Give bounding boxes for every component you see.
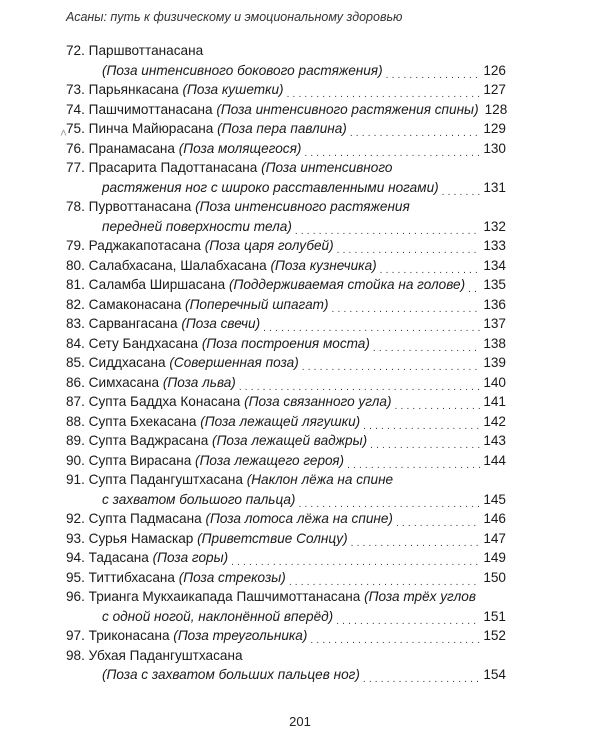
pose-translation: (Поза треугольника) (173, 628, 308, 643)
asana-name: 93. Сурья Намаскар (66, 530, 198, 546)
toc-entry-line (66, 587, 506, 607)
toc-entry (66, 470, 506, 509)
asana-name: 73. Парьянкасана (66, 82, 183, 97)
pose-translation: (Поперечный шпагат) (185, 296, 329, 312)
toc-entry (66, 295, 506, 315)
page-ref: 131 (483, 179, 506, 195)
toc-entry (66, 139, 506, 159)
page-ref: 142 (483, 413, 506, 429)
toc-entry (66, 373, 506, 393)
pose-translation: (Поза интенсивного бокового растяжения) (102, 62, 383, 78)
dot-leader (263, 317, 480, 331)
page-ref: 149 (483, 550, 506, 565)
asana-name: 86. Симхасана (66, 374, 163, 390)
toc-entry-line (66, 568, 506, 588)
pose-translation: (Поза трёх углов (364, 589, 476, 604)
asana-name: 97. Триконасана (66, 628, 174, 643)
toc-entry-line (66, 334, 506, 354)
toc-entry (66, 548, 506, 568)
asana-name: 78. Пурвоттанасана (66, 199, 196, 214)
toc-entry-line (66, 256, 506, 276)
dot-leader (239, 376, 480, 390)
page-ref: 140 (483, 374, 506, 390)
pose-translation: (Поза интенсивного растяжения (195, 199, 410, 214)
dot-leader (396, 512, 480, 526)
toc-entry (66, 412, 506, 432)
pose-translation: (Поза стрекозы) (178, 569, 286, 585)
pose-translation: (Поза кузнечика) (270, 257, 377, 273)
page-ref: 126 (483, 62, 506, 78)
toc-entry (66, 646, 506, 685)
asana-name: 82. Самаконасана (66, 296, 186, 312)
asana-name: 81. Саламба Ширшасана (66, 277, 229, 292)
page-ref: 136 (483, 296, 506, 312)
toc-entry (66, 256, 506, 276)
toc-entry-line (66, 665, 506, 685)
page-ref: 145 (483, 491, 506, 507)
toc-entry-line (66, 412, 506, 432)
dot-leader (380, 259, 481, 273)
pose-translation: (Поза кушетки) (182, 82, 284, 97)
page-ref: 139 (483, 355, 506, 370)
page-ref: 152 (483, 628, 506, 643)
pose-translation: (Поза лотоса лёжа на спине) (205, 511, 393, 526)
page-ref: 146 (483, 511, 506, 526)
dot-leader (289, 571, 480, 585)
dot-leader (468, 278, 480, 292)
page-ref: 137 (483, 316, 506, 331)
pose-translation: (Поза пера павлина) (217, 121, 347, 136)
pose-translation: (Поза интенсивного растяжения спины) (216, 101, 479, 117)
pose-translation: (Поза лежащего героя) (195, 452, 345, 468)
toc-entry (66, 509, 506, 529)
toc-entry-line (66, 275, 506, 295)
asana-name: 98. Убхая Падангуштхасана (66, 647, 243, 663)
toc-entry-line (66, 490, 506, 510)
toc-entry-line (66, 470, 506, 490)
toc-entry (66, 451, 506, 471)
pose-translation: передней поверхности тела) (102, 218, 292, 234)
toc-entry-line (66, 80, 506, 100)
dot-leader (351, 532, 481, 546)
pose-translation: растяжения ног с широко расставленными ногами) (102, 179, 439, 195)
dot-leader (332, 298, 481, 312)
page-ref: 127 (483, 82, 506, 97)
page-ref: 135 (483, 277, 506, 292)
dot-leader (363, 668, 480, 682)
toc-entry (66, 353, 506, 373)
pose-translation: (Поза льва) (162, 374, 236, 390)
toc-entry (66, 41, 506, 80)
toc-entry-line (66, 236, 506, 256)
dot-leader (442, 181, 481, 195)
toc-entry (66, 392, 506, 412)
toc-entry-line (66, 392, 506, 412)
toc-entry-line (66, 158, 506, 178)
asana-name: 83. Сарвангасана (66, 316, 182, 331)
asana-name: 72. Паршвоттанасана (66, 43, 204, 58)
dot-leader (298, 493, 480, 507)
toc-entry (66, 275, 506, 295)
asana-name: 96. Трианга Мукхаикапада Пашчимоттанасана (66, 589, 365, 604)
asana-name: 88. Супта Бхекасана (66, 413, 201, 429)
asana-name: 76. Пранамасана (66, 140, 179, 156)
dot-leader (350, 122, 480, 136)
page-ref: 147 (483, 530, 506, 546)
toc-entry-line (66, 139, 506, 159)
dot-leader (395, 395, 481, 409)
toc-entry-line (66, 119, 506, 139)
dot-leader (295, 220, 480, 234)
dot-leader (347, 454, 480, 468)
pose-translation: (Совершенная поза) (169, 355, 299, 370)
asana-name: 74. Пашчимоттанасана (66, 101, 217, 117)
toc-entry (66, 529, 506, 549)
page-ref: 154 (483, 667, 506, 682)
toc-entry (66, 236, 506, 256)
dot-leader (287, 83, 481, 97)
pose-translation: (Приветствие Солнцу) (197, 530, 348, 546)
asana-name: 91. Супта Падангуштхасана (66, 472, 247, 487)
dot-leader (310, 629, 480, 643)
toc-entry (66, 568, 506, 588)
pose-translation: (Наклон лёжа на спине (246, 472, 394, 487)
pose-translation: (Поддерживаемая стойка на голове) (228, 277, 466, 292)
pose-translation: (Поза свечи) (181, 316, 261, 331)
toc-entry-line (66, 61, 506, 81)
dot-leader (302, 356, 481, 370)
asana-name: 84. Сету Бандхасана (66, 335, 202, 351)
toc-entry (66, 119, 506, 139)
toc-entry-line (66, 529, 506, 549)
page-ref: 141 (483, 394, 506, 409)
asana-name: 89. Супта Ваджрасана (66, 433, 213, 448)
pose-translation: (Поза горы) (152, 550, 229, 565)
dot-leader (363, 415, 480, 429)
toc-entry-line (66, 509, 506, 529)
asana-name: 95. Титтибхасана (66, 569, 179, 585)
pose-translation: (Поза царя голубей) (204, 238, 334, 253)
asana-name: 75. Пинча Майюрасана (66, 121, 218, 136)
dot-leader (231, 551, 480, 565)
page-ref: 151 (483, 608, 506, 624)
toc-entry-line (66, 451, 506, 471)
toc-entry (66, 80, 506, 100)
toc-entry (66, 197, 506, 236)
toc-entry-line (66, 295, 506, 315)
asana-name: 77. Прасарита Падоттанасана (66, 160, 262, 175)
toc-entry (66, 314, 506, 334)
toc-entry-line (66, 431, 506, 451)
page-ref: 143 (483, 433, 506, 448)
dot-leader (336, 610, 480, 624)
toc-entry-line (66, 314, 506, 334)
page-ref: 144 (483, 452, 506, 468)
dot-leader (304, 142, 480, 156)
toc-entry (66, 158, 506, 197)
pose-translation: (Поза интенсивного (261, 160, 393, 175)
toc-entry-line (66, 41, 506, 61)
running-header: Асаны: путь к физическому и эмоциональному здоровью (66, 10, 403, 24)
toc-entry-line (66, 197, 506, 217)
page-ref: 130 (483, 140, 506, 156)
pose-translation: (Поза лежащей ваджры) (212, 433, 368, 448)
asana-name: 94. Тадасана (66, 550, 153, 565)
toc-entry-line (66, 607, 506, 627)
toc-entry-line (66, 217, 506, 237)
asana-name: 80. Салабхасана, Шалабхасана (66, 257, 271, 273)
dot-leader (370, 434, 480, 448)
page-ref: 133 (483, 238, 506, 253)
toc-entry-line (66, 353, 506, 373)
dot-leader (373, 337, 480, 351)
page-ref: 134 (483, 257, 506, 273)
pose-translation: (Поза с захватом больших пальцев ног) (102, 667, 360, 682)
toc-entry-line (66, 178, 506, 198)
pose-translation: (Поза лежащей лягушки) (200, 413, 361, 429)
page-ref: 129 (483, 121, 506, 136)
table-of-contents (66, 41, 506, 685)
toc-entry-line (66, 100, 506, 120)
toc-entry-line (66, 548, 506, 568)
page-ref: 128 (484, 101, 508, 117)
toc-entry (66, 334, 506, 354)
toc-entry-line (66, 646, 506, 666)
dot-leader (337, 239, 481, 253)
asana-name: 85. Сиддхасана (66, 355, 170, 370)
margin-mark: ˄ (60, 126, 68, 140)
page-number: 201 (289, 714, 311, 729)
page-ref: 138 (483, 335, 506, 351)
dot-leader (386, 64, 481, 78)
asana-name: 92. Супта Падмасана (66, 511, 206, 526)
pose-translation: с одной ногой, наклонённой вперёд) (102, 608, 334, 624)
toc-entry (66, 100, 506, 120)
page-ref: 132 (483, 218, 506, 234)
pose-translation: (Поза построения моста) (201, 335, 370, 351)
pose-translation: с захватом большого пальца) (102, 491, 296, 507)
pose-translation: (Поза молящегося) (178, 140, 302, 156)
asana-name: 90. Супта Вирасана (66, 452, 196, 468)
toc-entry (66, 626, 506, 646)
toc-entry-line (66, 373, 506, 393)
toc-entry-line (66, 626, 506, 646)
toc-entry (66, 431, 506, 451)
toc-entry (66, 587, 506, 626)
asana-name: 79. Раджакапотасана (66, 238, 205, 253)
page-ref: 150 (483, 569, 506, 585)
asana-name: 87. Супта Баддха Конасана (66, 394, 245, 409)
pose-translation: (Поза связанного угла) (244, 394, 392, 409)
